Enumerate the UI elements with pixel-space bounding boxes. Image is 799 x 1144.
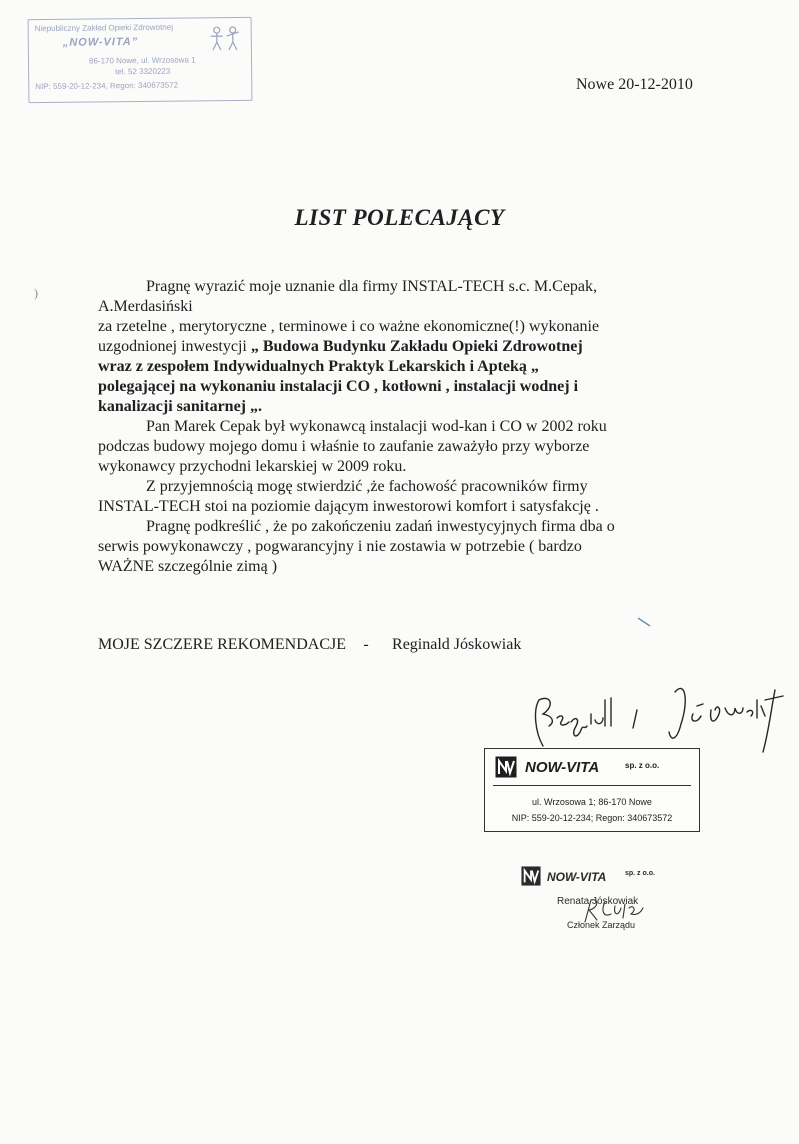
recommendation-line <box>98 636 521 654</box>
body-line-bold: „ Budowa Budynku Zakładu Opieki Zdrowotnej <box>250 338 583 355</box>
body-line: Pan Marek Cepak był wykonawcą instalacji wod-kan i CO w 2002 roku <box>146 418 607 435</box>
body-line: A.Merdasiński <box>98 298 193 315</box>
stamp-small-brand: NOW-VITA <box>547 870 607 884</box>
figures-logo-icon <box>205 22 245 54</box>
recommendation-dash: - <box>363 636 369 653</box>
stamp-top-brand: „NOW-VITA” <box>62 36 139 49</box>
body-line: Z przyjemnością mogę stwierdzić ,że fachowość pracowników firmy <box>146 478 588 495</box>
stamp-small-suffix: sp. z o.o. <box>625 870 655 877</box>
initials-signature <box>581 896 651 924</box>
company-stamp-top <box>28 17 253 103</box>
stamp-main-suffix: sp. z o.o. <box>625 761 660 770</box>
company-stamp-main <box>484 748 700 832</box>
signatory-role: Członek Zarządu <box>567 920 636 930</box>
body-line <box>98 337 718 357</box>
handwritten-signature <box>525 670 785 760</box>
body-line: serwis powykonawczy , pogwarancyjny i nie zostawia w potrzebie ( bardzo <box>98 538 582 555</box>
body-line-bold: wraz z zespołem Indywidualnych Praktyk Lekarskich i Apteką „ <box>98 358 539 375</box>
body-line: Pragnę wyrazić moje uznanie dla firmy INSTAL-TECH s.c. M.Cepak, <box>146 278 598 295</box>
body-line-bold: kanalizacji sanitarnej „. <box>98 398 262 415</box>
margin-mark: ) <box>34 286 38 300</box>
stamp-top-nip: NIP: 559-20-12-234, Regon: 340673572 <box>35 80 179 92</box>
pen-tick-mark <box>636 616 652 628</box>
stamp-main-brand: NOW-VITA <box>525 759 600 776</box>
stamp-main-address: ul. Wrzosowa 1; 86-170 Nowe <box>532 797 652 807</box>
body-line-bold: polegającej na wykonaniu instalacji CO , kotłowni , instalacji wodnej i <box>98 378 579 395</box>
body-line: Pragnę podkreślić , że po zakończeniu zadań inwestycyjnych firma dba o <box>146 518 615 535</box>
body-line-plain: uzgodnionej inwestycji <box>98 338 247 355</box>
nv-logo-icon <box>521 866 541 886</box>
signatory-stamp <box>521 866 691 936</box>
stamp-divider <box>493 785 691 786</box>
signer-name: Reginald Jóskowiak <box>392 636 522 653</box>
body-line: wykonawcy przychodni lekarskiej w 2009 roku. <box>98 458 407 475</box>
body-line: podczas budowy mojego domu i właśnie to zaufanie zaważyło przy wyborze <box>98 438 590 455</box>
letter-body <box>98 277 718 577</box>
body-line: WAŻNE szczególnie zimą ) <box>98 558 278 575</box>
letter-title: LIST POLECAJĄCY <box>294 205 505 230</box>
nv-logo-icon <box>495 756 517 778</box>
stamp-top-address: 86-170 Nowe, ul. Wrzosowa 1 <box>88 55 196 66</box>
body-line: INSTAL-TECH stoi na poziomie dającym inwestorowi komfort i satysfakcję . <box>98 498 599 515</box>
recommendation-text: MOJE SZCZERE REKOMENDACJE <box>98 636 347 653</box>
body-line: za rzetelne , merytoryczne , terminowe i co ważne ekonomiczne(!) wykonanie <box>98 318 600 335</box>
stamp-top-phone: tel. 52 3320223 <box>115 66 171 77</box>
stamp-top-line1: Niepubliczny Zakład Opieki Zdrowotnej <box>34 22 174 34</box>
stamp-main-nip: NIP: 559-20-12-234; Regon: 340673572 <box>511 813 673 823</box>
letter-date: Nowe 20-12-2010 <box>576 76 693 93</box>
signatory-name: Renata Jóskowiak <box>557 896 639 907</box>
